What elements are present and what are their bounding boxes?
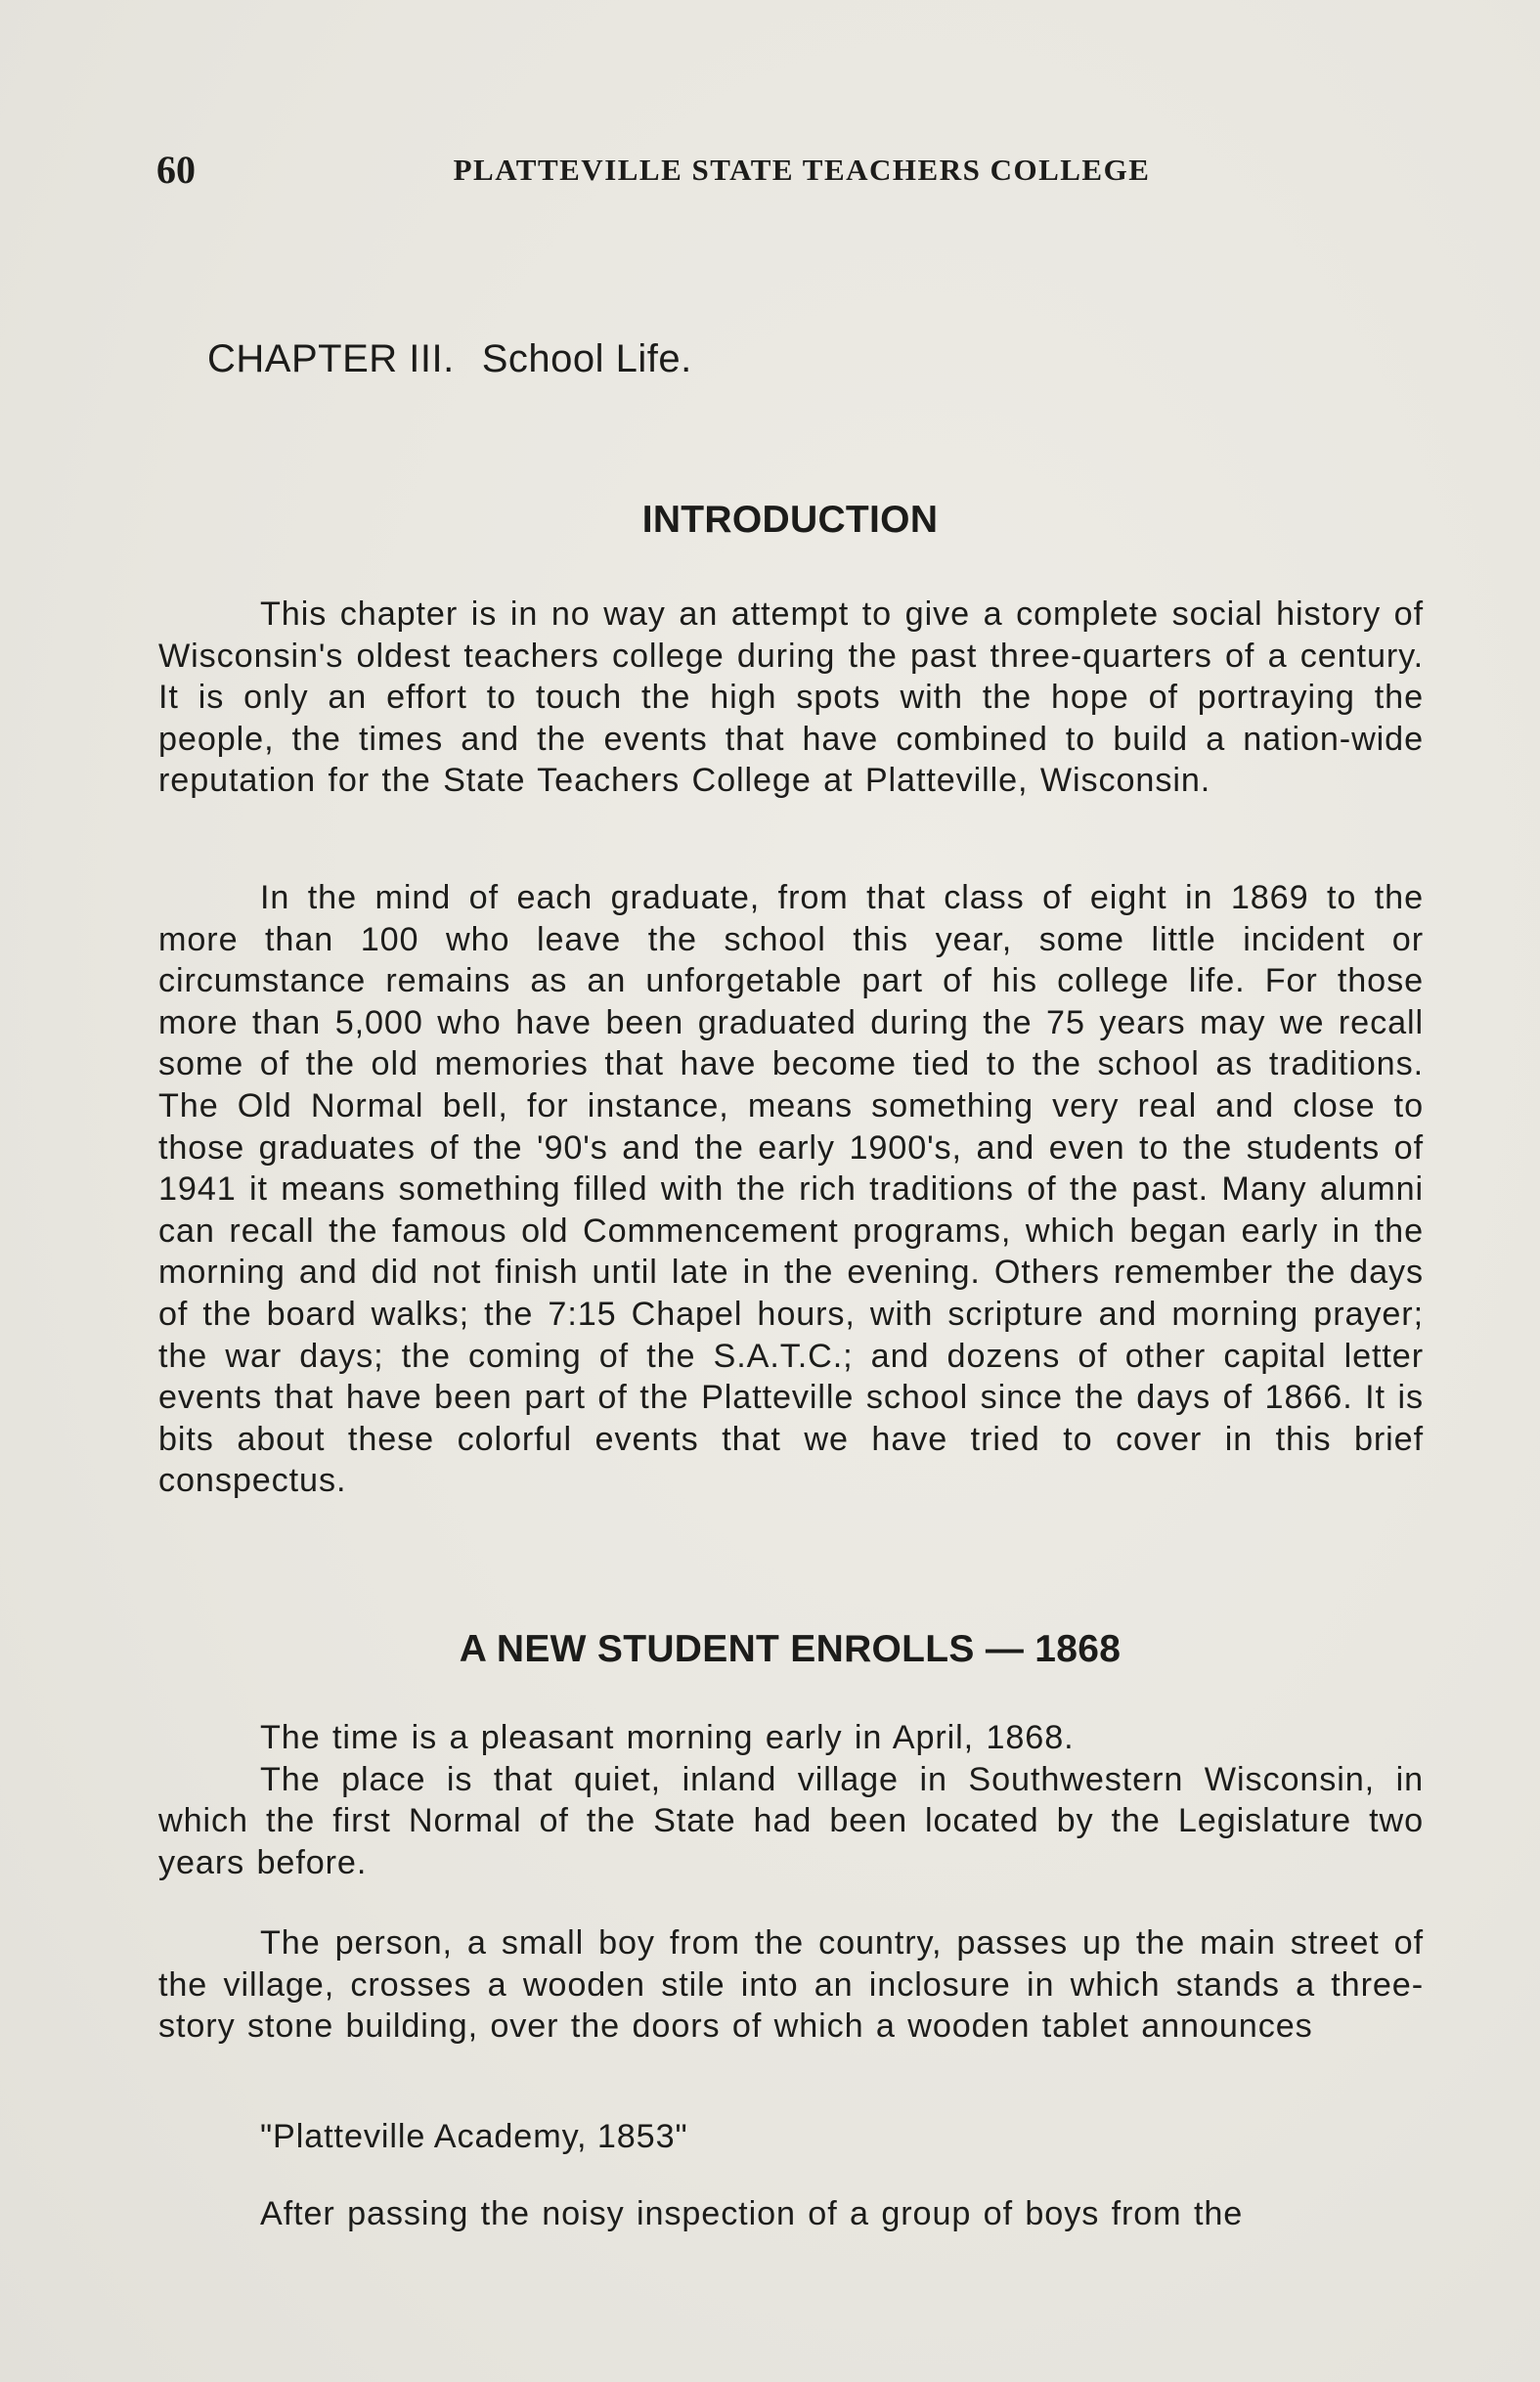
introduction-paragraph-1 [158,594,1424,802]
new-student-paragraphs [158,1717,1424,1883]
page-number: 60 [156,148,196,192]
paragraph: The place is that quiet, inland village in Southwestern Wisconsin, in which the first Normal of the State had been located by the Legislature two years before. [158,1760,1424,1881]
paragraph: The person, a small boy from the country, passes up the main street of the village, crosses a wooden stile into an inclosure in which stands a three-story stone building, over the doors of which a wooden tablet announces [158,1924,1424,2046]
chapter-title [207,337,692,381]
running-title: PLATTEVILLE STATE TEACHERS COLLEGE [453,153,1151,187]
new-student-paragraph-person [158,1922,1424,2048]
introduction-paragraph-2 [158,877,1424,1502]
introduction-heading: INTRODUCTION [641,499,939,541]
running-header [156,147,1428,196]
paragraph: After passing the noisy inspection of a group of boys from the [260,2195,1244,2232]
academy-tablet-quote: "Platteville Academy, 1853" [260,2118,688,2155]
paragraph: This chapter is in no way an attempt to give a complete social history of Wisconsin's oldest teachers college during the past three-quarters of a century. It is only an effort to touch the high spots with the hope of portraying the people, the times and the events that have combined to build a nation-wide reputation for the State Teachers College at Platteville, Wisconsin. [158,596,1424,800]
new-student-paragraph-continued [158,2193,1424,2235]
paragraph: The time is a pleasant morning early in April, 1868. [260,1719,1075,1756]
new-student-heading: A NEW STUDENT ENROLLS — 1868 [459,1628,1122,1670]
paragraph: In the mind of each graduate, from that class of eight in 1869 to the more than 100 who leave the school this year, some little incident or circumstance remains as an unforgetable part of his college life. For those more than 5,000 who have been graduated during the 75 years may we recall some of the old memories that have become tied to the school as traditions. The Old Normal bell, for instance, means something very real and close to those graduates of the '90's and the early 1900's, and even to the students of 1941 it means something filled with the rich traditions of the past. Many alumni can recall the famous old Commencement programs, which began early in the morning and did not finish until late in the evening. Others remember the days of the board walks; the 7:15 Chapel hours, with scripture and morning prayer; the war days; the coming of the S.A.T.C.; and dozens of other capital letter events that have been part of the Platteville school since the days of 1866. It is bits about these colorful events that we have tried to cover in this brief conspectus. [158,879,1424,1500]
chapter-label: CHAPTER III. [207,337,455,380]
chapter-subtitle: School Life. [481,337,692,380]
